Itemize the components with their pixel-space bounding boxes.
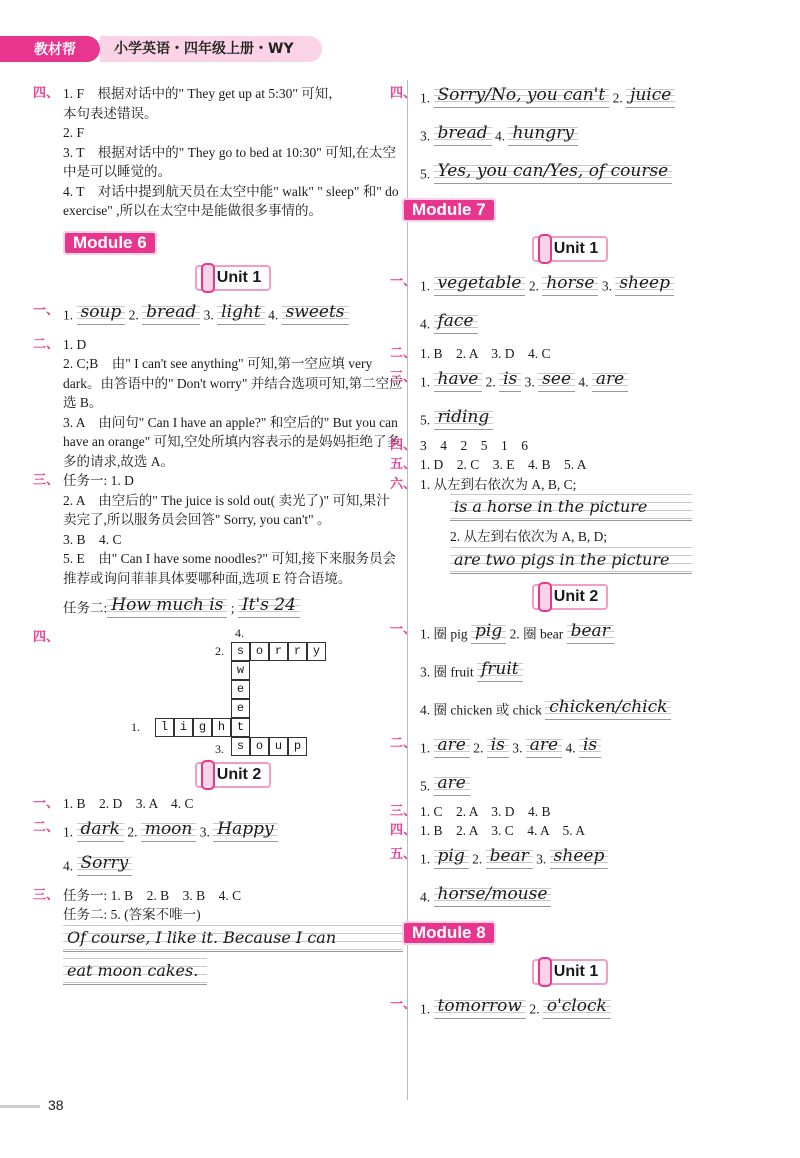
answer-text: 1. C 2. A 3. D 4. B xyxy=(420,803,551,819)
unit-1-heading: Unit 1 xyxy=(532,236,608,262)
answer-text: 2. F xyxy=(63,125,85,140)
answer-text: 4. 圈 chicken 或 chick xyxy=(420,702,542,717)
handwritten-answer: moon xyxy=(141,818,197,842)
unit-1-heading: Unit 1 xyxy=(532,959,608,985)
answer-text: 任务一: 1. B 2. B 3. B 4. C xyxy=(63,887,242,903)
handwritten-answer: is xyxy=(579,734,601,758)
section-mark: 五、 xyxy=(390,846,417,862)
handwritten-answer: light xyxy=(217,301,265,325)
handwritten-answer: bread xyxy=(434,122,492,146)
handwritten-answer: sheep xyxy=(550,845,609,869)
handwritten-answer: sheep xyxy=(615,272,674,296)
left-column: 四、 1. F 根据对话中的" They get up at 5:30" 可知， 本句表述错误。 2. F 3. T 根据对话中的" They go to bed at 10:30" 可知,在太空中是可以睡觉的。 4. T 对话中提到航天员在太空中能" walk" " sleep" 和" do exercise" ,所以在太空中是能做很多事情的。 Module 6 Unit 1 一、 1. soup 2. bread 3. light 4. sweets 二、 1. D 2. C;B 由" I can't see anything" 可知,第一空应填 very dark。由答语中的" Don't worry" 并结合选项可知,第二空应选 B。 3. A 由问句" Can I have an apple?" 和空后的" But you can have an orange" 可知,空处所填内容表示的是妈妈拒绝了多多的请求,故选 A。 三、 任务一: 1. D 2. A 由空后的" The juice is sold out( 卖光了)" 可知,果汁卖完了,所以服务员会回答" Sorry, you can't" 。 3. B 4. C 5. E 由" Can I have some noodles?" 可知,接下来服务员会推荐或询问菲菲具体要哪种面,选项 E 符合语境。 任务二: How much is ; It's 24 四、 4. 2. s o r r y w e e 1. l i g h t 3. s o u p Unit 2 一、 1. B 2. D 3. A 4. C 二、 1. dark 2. moon 3. Happy 4. Sorry 三、 任务一: 1. B 2. B 3. B 4. C 任务二: 5. (答案不唯一) Of course, I like it. Because I can eat moon cakes. xyxy=(63,84,403,985)
section-mark: 二、 xyxy=(390,346,417,361)
crossword-cell: h xyxy=(212,718,231,737)
handwritten-answer: is xyxy=(499,368,521,392)
right-column: 四、 1. Sorry/No, you can't 2. juice 3. bread 4. hungry 5. Yes, you can/Yes, of course Module 7 Unit 1 一、 1. vegetable 2. horse 3. sheep 4. face 二、 1. B 2. A 3. D 4. C 三、 1. have 2. is 3. see 4. are 5. riding 四、 3 4 2 5 1 6 五、 1. D 2. C 3. E 4. B 5. A 六、 1. 从左到右依次为 A, B, C; is a horse in the picture 2. 从左到右依次为 A, B, D; are two pigs in the picture Unit 2 一、 1. 圈 pig pig 2. 圈 bear bear 3. 圈 fruit fruit 4. 圈 chicken 或 chick chicken/chick 二、 1. are 2. is 3. are 4. is 5. are 三、 1. C 2. A 3. D 4. B 四、 1. B 2. A 3. C 4. A 5. A 五、 1. pig 2. bear 3. sheep 4. horse/mouse Module 8 Unit 1 一、 1. tomorrow 2. o'clock xyxy=(420,84,720,1019)
handwritten-answer: have xyxy=(434,368,483,392)
section-mark: 四、 xyxy=(390,86,417,101)
handwritten-answer: How much is xyxy=(107,594,227,618)
crossword-cell: l xyxy=(155,718,174,737)
section-mark: 四、 xyxy=(390,823,417,838)
answer-text: 4. T 对话中提到航天员在太空中能" walk" " sleep" 和" do exercise" ,所以在太空中是能做很多事情的。 xyxy=(63,183,399,218)
section-mark: 一、 xyxy=(390,621,417,637)
crossword-cell: w xyxy=(231,661,250,680)
answer-text: 任务二: 5. (答案不唯一) xyxy=(63,907,201,922)
handwritten-answer: chicken/chick xyxy=(545,696,671,720)
answer-text: 3. T 根据对话中的" They go to bed at 10:30" 可知,在太空中是可以睡觉的。 xyxy=(63,144,397,179)
unit-2-heading: Unit 2 xyxy=(532,584,608,610)
crossword-cell: g xyxy=(193,718,212,737)
handwritten-answer: are xyxy=(526,734,562,758)
handwritten-sentence: are two pigs in the picture xyxy=(450,547,692,574)
section-mark: 一、 xyxy=(390,996,417,1012)
answer-text: 1. D xyxy=(63,336,87,352)
handwritten-answer: hungry xyxy=(508,122,577,146)
answer-text: 3. A 由问句" Can I have an apple?" 和空后的" But you can have an orange" 可知,空处所填内容表示的是妈妈拒绝了多多的请求,故选 A。 xyxy=(63,414,400,469)
handwritten-answer: bear xyxy=(486,845,533,869)
section-mark: 四、 xyxy=(33,630,60,645)
crossword-cell: r xyxy=(288,642,307,661)
crossword-cell: r xyxy=(269,642,288,661)
page-number-bar xyxy=(0,1105,40,1108)
crossword-cell: u xyxy=(269,737,288,756)
section-mark: 三、 xyxy=(390,369,417,385)
task-label: 任务二: xyxy=(63,600,108,616)
module-8-heading: Module 8 xyxy=(402,921,496,945)
answer-text: 2. 圈 bear xyxy=(509,626,564,641)
crossword-cell: e xyxy=(231,680,250,699)
answer-text: 3. B 4. C xyxy=(63,531,122,547)
answer-text: 3 4 2 5 1 6 xyxy=(420,437,528,453)
handwritten-answer: fruit xyxy=(477,658,523,682)
brand-tag: 教材帮 xyxy=(0,36,100,62)
handwritten-answer: face xyxy=(434,310,478,334)
section-mark: 四、 xyxy=(390,437,417,453)
section-mark: 三、 xyxy=(33,473,60,488)
section-mark: 二、 xyxy=(33,819,60,835)
crossword-cell: s xyxy=(231,737,250,756)
clue-number: 3. xyxy=(215,742,224,756)
book-title: 小学英语・四年级上册・WY xyxy=(100,36,322,62)
handwritten-answer: sweets xyxy=(282,301,349,325)
handwritten-answer: horse xyxy=(542,272,598,296)
answer-text: 任务一: 1. D xyxy=(63,473,134,488)
answer-text: 本句表述错误。 xyxy=(63,105,158,121)
handwritten-answer: pig xyxy=(434,845,469,869)
handwritten-answer: vegetable xyxy=(434,272,526,296)
crossword-cell: o xyxy=(250,737,269,756)
handwritten-answer: Sorry xyxy=(77,852,133,876)
crossword-cell: s xyxy=(231,642,250,661)
answer-text: 2. 从左到右依次为 A, B, D; xyxy=(450,529,608,544)
crossword-cell: o xyxy=(250,642,269,661)
handwritten-answer: tomorrow xyxy=(434,995,526,1019)
handwritten-answer: It's 24 xyxy=(238,594,300,618)
handwritten-answer: horse/mouse xyxy=(434,883,552,907)
section-mark: 一、 xyxy=(390,274,417,289)
handwritten-answer: bear xyxy=(567,620,614,644)
handwritten-answer: Sorry/No, you can't xyxy=(434,84,610,108)
clue-number: 1. xyxy=(131,720,140,734)
crossword-cell: i xyxy=(174,718,193,737)
module-6-heading: Module 6 xyxy=(63,231,157,255)
section-mark: 一、 xyxy=(33,796,60,811)
handwritten-answer: dark xyxy=(77,818,124,842)
handwritten-answer: Happy xyxy=(213,818,277,842)
handwritten-answer: pig xyxy=(471,620,506,644)
answer-text: 1. 从左到右依次为 A, B, C; xyxy=(420,476,577,492)
section-mark: 五、 xyxy=(390,457,417,472)
handwritten-answer: bread xyxy=(142,301,200,325)
section-mark: 六、 xyxy=(390,476,417,492)
answer-text: 1. B 2. A 3. D 4. C xyxy=(420,346,551,361)
handwritten-answer: are xyxy=(592,368,628,392)
crossword-cell: y xyxy=(307,642,326,661)
handwritten-answer: o'clock xyxy=(543,995,611,1019)
handwritten-sentence: is a horse in the picture xyxy=(450,494,692,521)
handwritten-sentence: Of course, I like it. Because I can xyxy=(63,925,403,952)
crossword-grid xyxy=(63,628,403,768)
answer-text: 1. D 2. C 3. E 4. B 5. A xyxy=(420,457,587,472)
handwritten-answer: are xyxy=(434,734,470,758)
page-header xyxy=(0,36,330,62)
section-mark: 二、 xyxy=(33,336,60,352)
handwritten-answer: Yes, you can/Yes, of course xyxy=(434,160,673,184)
handwritten-answer: juice xyxy=(626,84,675,108)
m6u1-s1: 一、 1. soup 2. bread 3. light 4. sweets xyxy=(63,301,403,325)
page-number: 38 xyxy=(48,1097,64,1113)
answer-text: 1. F 根据对话中的" They get up at 5:30" 可知， xyxy=(63,86,342,101)
column-divider xyxy=(407,80,408,1100)
clue-number: 2. xyxy=(215,644,224,658)
unit-2-heading: Unit 2 xyxy=(195,762,271,788)
handwritten-answer: soup xyxy=(77,301,126,325)
answer-text: 1. B 2. D 3. A 4. C xyxy=(63,796,194,811)
handwritten-sentence: eat moon cakes. xyxy=(63,958,207,985)
section-mark: 四、 xyxy=(33,86,60,101)
answer-text: 1. B 2. A 3. C 4. A 5. A xyxy=(420,823,586,838)
crossword-cell: t xyxy=(231,718,250,737)
crossword-cell: e xyxy=(231,699,250,718)
answer-text: 2. C;B 由" I can't see anything" 可知,第一空应填 very dark。由答语中的" Don't worry" 并结合选项可知,第二空应选 B。 xyxy=(63,356,403,410)
handwritten-answer: riding xyxy=(434,406,494,430)
handwritten-answer: is xyxy=(487,734,509,758)
answer-text: 5. E 由" Can I have some noodles?" 可知,接下来服务员会推荐或询问菲菲具体要哪种面,选项 E 符合语境。 xyxy=(63,551,397,586)
answer-text: 1. 圈 pig xyxy=(420,626,468,641)
section-mark: 一、 xyxy=(33,302,60,318)
section-mark: 三、 xyxy=(33,887,60,903)
answer-text: 3. 圈 fruit xyxy=(420,664,474,679)
handwritten-answer: are xyxy=(434,772,470,796)
clue-number: 4. xyxy=(235,626,244,640)
crossword-cell: p xyxy=(288,737,307,756)
section-mark: 二、 xyxy=(390,735,417,751)
section-mark: 三、 xyxy=(390,803,417,819)
unit-1-heading: Unit 1 xyxy=(195,265,271,291)
module-7-heading: Module 7 xyxy=(402,198,496,222)
handwritten-answer: see xyxy=(538,368,575,392)
answer-text: 2. A 由空后的" The juice is sold out( 卖光了)" 可知,果汁卖完了,所以服务员会回答" Sorry, you can't" 。 xyxy=(63,492,390,527)
